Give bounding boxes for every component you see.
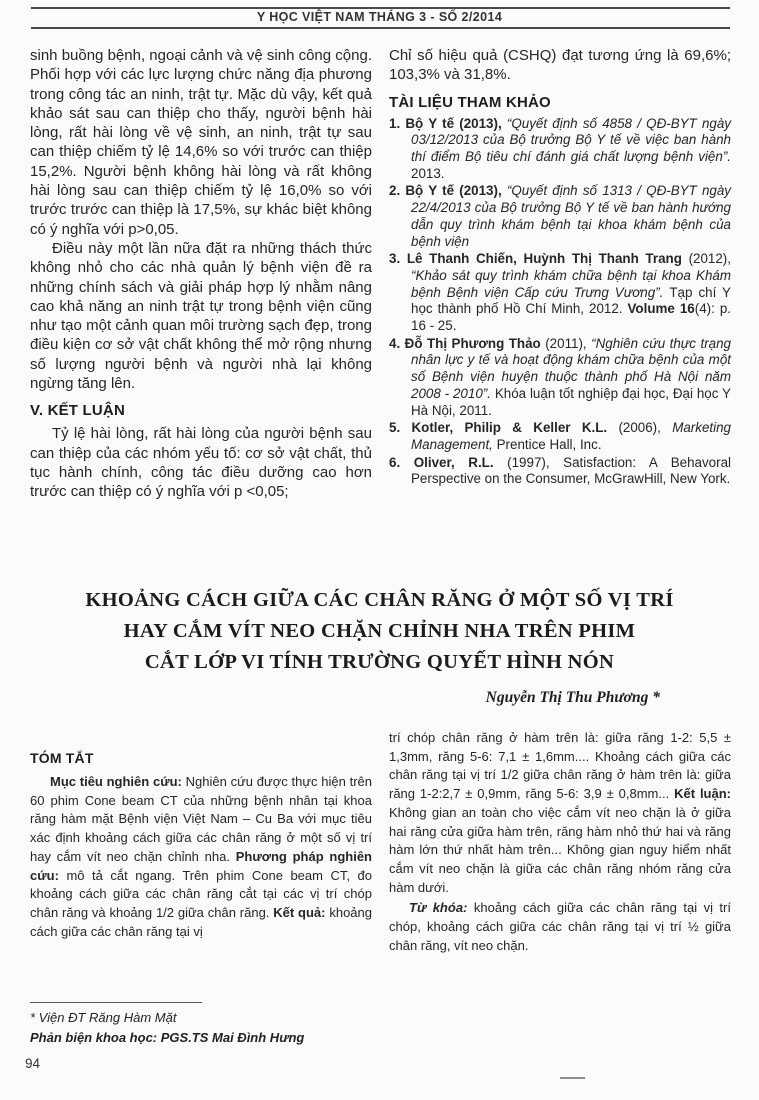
text-segment: (2011), bbox=[545, 335, 592, 351]
conclusion-heading: V. KẾT LUẬN bbox=[30, 402, 125, 420]
reference-item bbox=[389, 420, 731, 453]
header-rule-bottom bbox=[31, 27, 730, 29]
text-segment: (1997), Satisfaction: A Behavoral Perspective on the Consumer, McGrawHill, New York. bbox=[411, 454, 731, 487]
text-segment: Từ khóa: bbox=[409, 900, 474, 916]
references-list bbox=[389, 116, 731, 488]
scan-artifact-dash bbox=[560, 1077, 585, 1079]
text-segment: Kotler, Philip & Keller K.L. bbox=[411, 420, 619, 436]
text-segment: Tạp chí Y học thành phố Hồ Chí Minh, 2012. bbox=[411, 284, 731, 317]
abstract-paragraph bbox=[389, 729, 731, 897]
text-segment: (4): p. 16 - 25. bbox=[411, 301, 731, 334]
reference-number: 3. bbox=[389, 251, 407, 267]
text-segment: Volume 16 bbox=[627, 301, 695, 317]
reference-number: 2. bbox=[389, 183, 406, 199]
footnote-reviewer: Phản biện khoa học: PGS.TS Mai Đình Hưng bbox=[30, 1030, 305, 1045]
text-segment: (2012), bbox=[688, 251, 731, 267]
text-segment: Mục tiêu nghiên cứu: bbox=[50, 774, 186, 789]
text-segment: “Quyết định số 1313 / QĐ-BYT ngày 22/4/2013 của Bộ trưởng Bộ Y tế về ban hành hướng dẫn quy trình khám bệnh tại khoa khám bệnh của bệnh viện bbox=[411, 183, 731, 249]
page-number: 94 bbox=[25, 1056, 41, 1071]
keywords-paragraph bbox=[389, 899, 731, 955]
header-rule-top bbox=[31, 7, 730, 9]
article1-left-column bbox=[30, 46, 372, 502]
title-line: KHOẢNG CÁCH GIỮA CÁC CHÂN RĂNG Ở MỘT SỐ VỊ TRÍ bbox=[85, 589, 674, 611]
text-segment: Khóa luận tốt nghiệp đại học, Đại học Y Hà Nội, 2011. bbox=[411, 385, 731, 418]
journal-header: Y HỌC VIỆT NAM THÁNG 3 - SỐ 2/2014 bbox=[256, 10, 503, 24]
reference-number: 5. bbox=[389, 420, 412, 436]
text-segment: Prentice Hall, Inc. bbox=[496, 436, 602, 452]
text-segment: Oliver, R.L. bbox=[413, 454, 508, 470]
title-line: HAY CẮM VÍT NEO CHẶN CHỈNH NHA TRÊN PHIM bbox=[123, 620, 636, 642]
text-segment: Không gian an toàn cho việc cắm vít neo chặn là ở giữa hai răng cửa giữa hàm trên, răng hàm nhỏ thứ hai và răng hàm lớn thứ nhất hàm trên... Không gian nguy hiểm nhất cắm vít neo chặn là giữa các chân răng nhóm răng cửa hàm dưới. bbox=[389, 804, 731, 895]
reference-number: 4. bbox=[389, 335, 405, 351]
footnote-rule bbox=[30, 1002, 202, 1003]
text-segment: khoảng cách giữa các chân răng tại vị trí chóp, khoảng cách giữa các chân răng tại vị trí ½ giữa chân răng, vít neo chặn. bbox=[389, 900, 731, 953]
reference-item bbox=[389, 183, 731, 250]
references-heading: TÀI LIỆU THAM KHẢO bbox=[389, 93, 551, 111]
text-segment: Kết quả: bbox=[273, 904, 330, 920]
text-segment: Bộ Y tế (2013), bbox=[405, 183, 507, 199]
abstract-left-column bbox=[30, 729, 372, 955]
text-segment: “Khảo sát quy trình khám chữa bệnh tại khoa Khám bệnh Bệnh viện Cấp cứu Trưng Vương”. bbox=[411, 267, 731, 300]
reference-item bbox=[389, 336, 731, 420]
title-line: CẮT LỚP VI TÍNH TRƯỜNG QUYẾT HÌNH NÓN bbox=[144, 651, 615, 673]
reference-item bbox=[389, 455, 731, 488]
text-segment: Bộ Y tế (2013), bbox=[405, 115, 507, 131]
text-segment: Lê Thanh Chiến, Huỳnh Thị Thanh Trang bbox=[406, 251, 689, 267]
reference-item bbox=[389, 116, 731, 183]
text-segment: mô tả cắt ngang. Trên phim Cone beam CT, đo khoảng cách giữa các chân răng cắt tại các vị trí chóp chân răng và khoảng 1/2 giữa chân răng. bbox=[30, 867, 372, 920]
abstract-heading: TÓM TẮT bbox=[30, 750, 94, 766]
text-segment: (2006), bbox=[618, 420, 673, 436]
body-paragraph: sinh buồng bệnh, ngoại cảnh và vệ sinh công cộng. Phối hợp với các lực lượng chức năng địa phương trong công tác an ninh, trật tự. Mặc dù vậy, kết quả khảo sát sau can thiệp cho thấy, người bệnh hài lòng, rất hài lòng về vệ sinh, an ninh, trật tự sau can thiệp chiếm tỷ lệ 14,6% so với trước can thiệp 15,2%. Người bệnh không hài lòng và rất không hài lòng sau can thiệp chiếm tỷ lệ 16,0% so với trước trước can thiệp là 17,5%, sự khác biệt không có ý nghĩa với p>0,05. bbox=[30, 47, 372, 238]
conclusion-paragraph: Tỷ lệ hài lòng, rất hài lòng của người bệnh sau can thiệp của các nhóm yếu tố: cơ sở vật chất, thủ tục hành chính, công tác điều dưỡng cao hơn trước can thiệp có ý nghĩa với p <0,05; bbox=[30, 425, 372, 501]
text-segment: Kết luận: bbox=[674, 786, 731, 802]
footnote-block bbox=[30, 1002, 370, 1045]
footnote-affiliation: * Viện ĐT Răng Hàm Mặt bbox=[30, 1010, 177, 1025]
text-segment: “Nghiên cứu thực trạng nhân lực y tế và hoạt động khám chữa bệnh của một số Bệnh viện huyện thuộc thành phố Hà Nội năm 2008 - 2010”. bbox=[411, 335, 731, 401]
reference-item bbox=[389, 251, 731, 335]
text-segment: Đỗ Thị Phương Thảo bbox=[404, 335, 546, 351]
abstract-paragraph bbox=[30, 773, 372, 941]
text-segment: Nghiên cứu được thực hiện trên 60 phim Cone beam CT của những bệnh nhân tại khoa răng hàm mặt Bệnh viện Việt Nam – Cu Ba với mục tiêu xác định khoảng cách giữa các chân răng ở một số vị trí hay cắm vít neo chặn chỉnh nha. bbox=[30, 774, 373, 864]
body-paragraph: Chỉ số hiệu quả (CSHQ) đạt tương ứng là 69,6%; 103,3% và 31,8%. bbox=[389, 47, 731, 84]
article2-title bbox=[40, 585, 719, 678]
text-segment: trí chóp chân răng ở hàm trên là: giữa răng 1-2: 5,5 ± 1,3mm, răng 5-6: 7,1 ± 1,6mm.... Khoảng cách giữa các chân răng tại vị trí 1/2 giữa chân răng ở hàm trên là: giữa răng 1-2:2,7 ± 0,9mm, răng 5-6: 3,9 ± 0,8mm... bbox=[389, 730, 731, 802]
reference-number: 6. bbox=[389, 454, 414, 470]
abstract-right-column bbox=[389, 729, 731, 955]
body-paragraph: Điều này một lần nữa đặt ra những thách thức không nhỏ cho các nhà quản lý bệnh viện đề ra những chính sách và giải pháp hợp lý nhằm nâng cao khả năng an ninh trật tự trong bệnh viện cũng như tạo một cảnh quan môi trường sạch đẹp, trong điều kiện cơ sở vật chất không thể mở rộng nhưng số lượng người bệnh và người nhà lại không ngừng tăng lên. bbox=[30, 239, 372, 393]
text-segment: Marketing Management, bbox=[411, 420, 731, 452]
article2-abstract bbox=[30, 729, 731, 955]
article1-body bbox=[30, 46, 731, 502]
text-segment: 2013. bbox=[411, 165, 445, 181]
article1-right-column bbox=[389, 46, 731, 502]
text-segment: “Quyết định số 4858 / QĐ-BYT ngày 03/12/2013 của Bộ trưởng Bộ Y tế về việc ban hành thí điểm Bộ tiêu chí đánh giá chất lượng bệnh viện”. bbox=[411, 115, 731, 164]
text-segment: khoảng cách giữa các chân răng tại vị bbox=[30, 904, 372, 939]
text-segment: Phương pháp nghiên cứu: bbox=[30, 848, 372, 883]
author-name: Nguyễn Thị Thu Phương * bbox=[485, 689, 660, 706]
reference-number: 1. bbox=[389, 115, 406, 131]
